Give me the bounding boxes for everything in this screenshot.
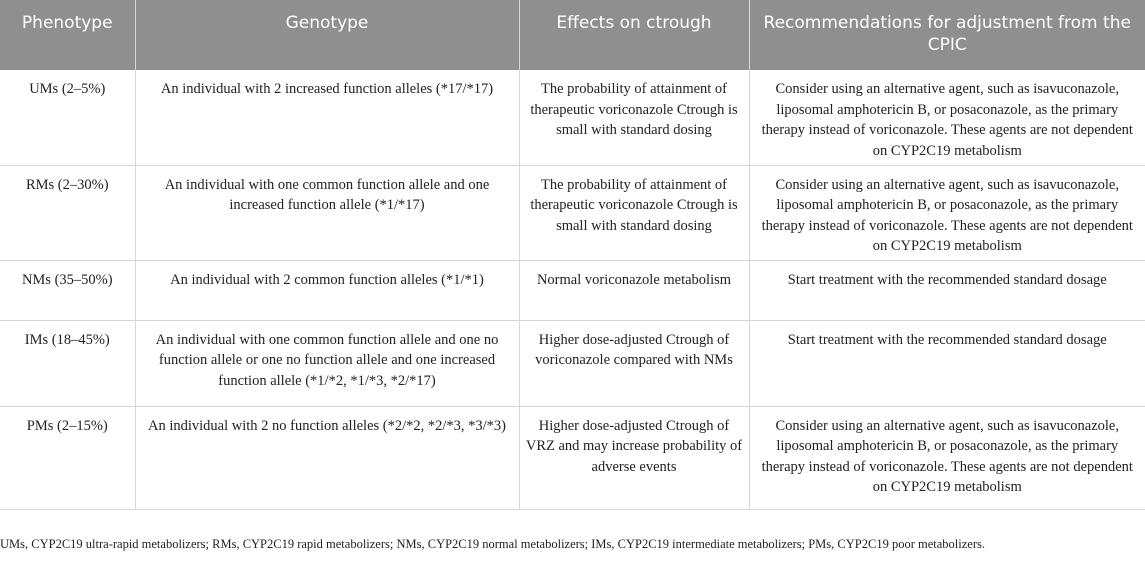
cell-phenotype: RMs (2–30%) [0, 165, 135, 260]
table-row [0, 406, 1145, 509]
cell-recommendation: Start treatment with the recommended standard dosage [749, 260, 1145, 320]
cell-phenotype: IMs (18–45%) [0, 320, 135, 406]
table-row [0, 260, 1145, 320]
header-phenotype: Phenotype [0, 0, 135, 70]
cell-genotype: An individual with 2 increased function alleles (*17/*17) [135, 70, 519, 165]
cell-genotype: An individual with one common function allele and one no function allele or one no function allele and one increased function allele (*1/*2, *1/*3, *2/*17) [135, 320, 519, 406]
cell-recommendation: Start treatment with the recommended standard dosage [749, 320, 1145, 406]
table-header-row [0, 0, 1145, 70]
cell-genotype: An individual with 2 common function alleles (*1/*1) [135, 260, 519, 320]
header-effects: Effects on ctrough [519, 0, 749, 70]
cell-phenotype: NMs (35–50%) [0, 260, 135, 320]
header-recommendations: Recommendations for adjustment from the CPIC [749, 0, 1145, 70]
cell-recommendation: Consider using an alternative agent, such as isavuconazole, liposomal amphotericin B, or posaconazole, as the primary therapy instead of voriconazole. These agents are not dependent on CYP2C19 metabolism [749, 406, 1145, 509]
table-footnote: UMs, CYP2C19 ultra-rapid metabolizers; RMs, CYP2C19 rapid metabolizers; NMs, CYP2C19 normal metabolizers; IMs, CYP2C19 intermediate metabolizers; PMs, CYP2C19 poor metabolizers. [0, 537, 985, 551]
cell-recommendation: Consider using an alternative agent, such as isavuconazole, liposomal amphotericin B, or posaconazole, as the primary therapy instead of voriconazole. These agents are not dependent on CYP2C19 metabolism [749, 70, 1145, 165]
table-row [0, 320, 1145, 406]
cell-phenotype: UMs (2–5%) [0, 70, 135, 165]
cell-genotype: An individual with 2 no function alleles (*2/*2, *2/*3, *3/*3) [135, 406, 519, 509]
cell-effects: The probability of attainment of therapeutic voriconazole Ctrough is small with standard dosing [519, 70, 749, 165]
table-row [0, 70, 1145, 165]
cell-genotype: An individual with one common function allele and one increased function allele (*1/*17) [135, 165, 519, 260]
table-row [0, 165, 1145, 260]
cell-effects: Higher dose-adjusted Ctrough of voriconazole compared with NMs [519, 320, 749, 406]
cell-phenotype: PMs (2–15%) [0, 406, 135, 509]
header-genotype: Genotype [135, 0, 519, 70]
cell-effects: The probability of attainment of therapeutic voriconazole Ctrough is small with standard dosing [519, 165, 749, 260]
cell-effects: Normal voriconazole metabolism [519, 260, 749, 320]
cell-effects: Higher dose-adjusted Ctrough of VRZ and may increase probability of adverse events [519, 406, 749, 509]
cell-recommendation: Consider using an alternative agent, such as isavuconazole, liposomal amphotericin B, or posaconazole, as the primary therapy instead of voriconazole. These agents are not dependent on CYP2C19 metabolism [749, 165, 1145, 260]
